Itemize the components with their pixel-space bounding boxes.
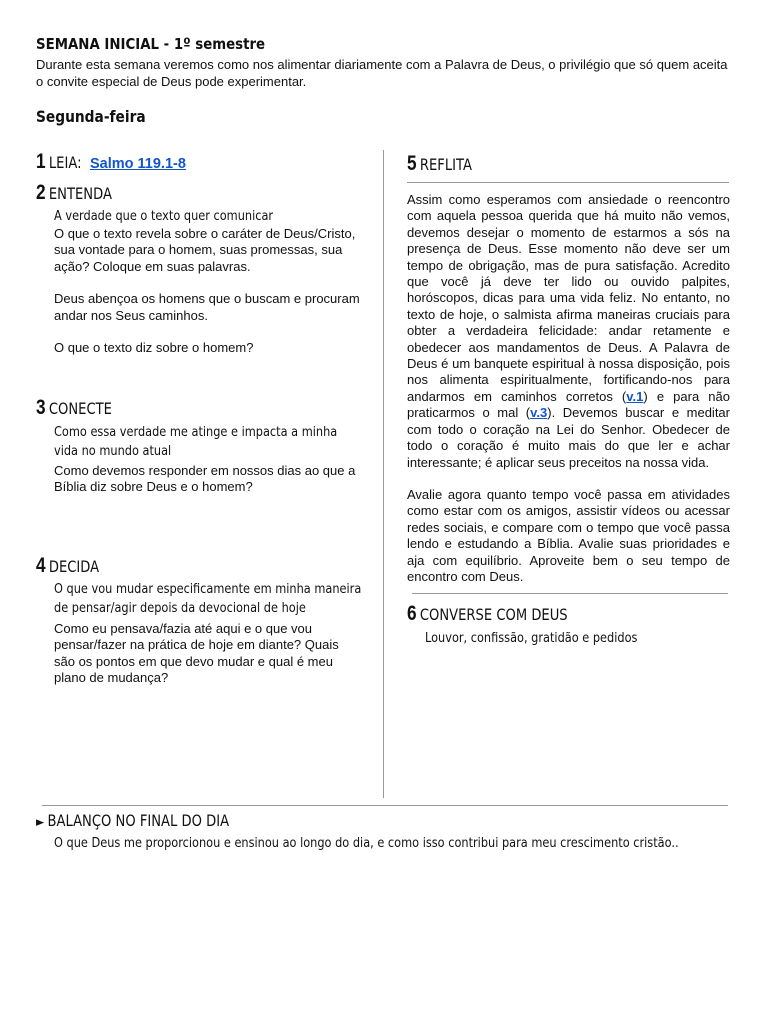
section-subtitle: Como essa verdade me atinge e impacta a minha vida no mundo atual [54,424,338,459]
section-body [407,192,730,601]
paragraph: Deus abençoa os homens que o buscam e procuram andar nos Seus caminhos. [54,291,360,323]
page-title: SEMANA INICIAL - 1º semestre [36,35,266,53]
divider [407,182,729,183]
text-run: Assim como esperamos com ansiedade o reencontro com aquela pessoa querida que há muito não vemos, devemos desejar o momento de estarmos a sós na presença de Deus. Esse momento não deve ser um tempo de obrigação, mas de pura satisfação. Acredito que você já deve ter lido ou ouvido palpites, horóscopos, dicas para uma vida feliz. No entanto, no texto de hoje, o salmista afirma maneiras cruciais para obter a verdadeira felicidade: andar retamente e obedecer aos mandamentos de Deus. A Palavra de Deus é um banquete espiritual à nossa disposição, pois nos alimenta espiritualmente, fortificando-nos para andarmos em caminhos corretos ( [407,192,730,404]
paragraph: Como eu pensava/fazia até aqui e o que vou pensar/fazer na prática de hoje em diante? Quais são os pontos em que devo mudar e qual é meu plano de mudança? [54,621,339,686]
section-number: 4 [36,554,46,577]
paragraph: O que o texto revela sobre o caráter de Deus/Cristo, sua vontade para o homem, suas promessas, sua ação? Coloque em suas palavras. [54,226,356,274]
section-label: CONVERSE COM DEUS [419,605,568,624]
section-number: 1 [36,150,46,173]
divider [412,593,728,594]
section-reflita-heading [407,152,472,176]
section-converse-heading [407,602,568,626]
section-label: LEIA [48,153,78,172]
section-subtitle: O que vou mudar especificamente em minha maneira de pensar/agir depois da devocional de hoje [54,581,362,616]
paragraph: O que o texto diz sobre o homem? [54,340,254,356]
reading-link[interactable]: Salmo 119.1-8 [90,156,186,172]
section-body [54,226,362,372]
day-title: Segunda-feira [36,107,146,126]
text-run: ) e para não praticarmos o mal ( [407,388,730,421]
balance-text: O que Deus me proporcionou e ensinou ao longo do dia, e como isso contribui para meu crescimento cristão.. [54,835,679,851]
paragraph [407,192,730,471]
section-number: 2 [36,181,46,204]
section-label: CONECTE [48,399,112,418]
paragraph: Como devemos responder em nossos dias ao que a Bíblia diz sobre Deus e o homem? [54,463,356,495]
section-label: BALANÇO NO FINAL DO DIA [47,811,230,830]
section-decida-heading [36,554,99,578]
section-number: 5 [407,152,417,175]
section-entenda-heading [36,181,112,205]
section-label: DECIDA [48,557,100,576]
section-number: 6 [407,602,417,625]
play-icon: ► [36,815,45,830]
text-run: ). Devemos buscar e meditar com todo o coração na Lei do Senhor. Obedecer de todo o coração é muito mais do que ler e achar interessante; é aplicar seus preceitos na nossa vida. [407,405,730,470]
section-number: 3 [36,396,46,419]
column-divider [383,150,384,798]
section-conecte-heading [36,396,112,420]
section-subtitle: A verdade que o texto quer comunicar [54,208,274,224]
verse-link-1[interactable]: v.1 [626,388,644,404]
section-label: ENTENDA [48,184,112,203]
section-body [54,621,354,703]
verse-link-3[interactable]: v.3 [530,405,548,421]
paragraph: Avalie agora quanto tempo você passa em atividades como estar com os amigos, assistir vídeos ou acessar redes sociais, e compare com o tempo que você passa lendo e estudando a Bíblia. Avalie suas prioridades e aja com equilíbrio. Aproveite bem o seu tempo de encontro com Deus. [407,486,730,584]
section-body [54,463,362,512]
section-subtitle: Louvor, confissão, gratidão e pedidos [425,630,638,646]
section-label: REFLITA [419,155,472,174]
separator: : [77,153,82,172]
intro-text: Durante esta semana veremos como nos alimentar diariamente com a Palavra de Deus, o privilégio que só quem aceita o convite especial de Deus pode experimentar. [36,57,728,89]
section-leia-heading [36,150,81,174]
divider [42,805,728,806]
balance-heading [36,811,229,830]
